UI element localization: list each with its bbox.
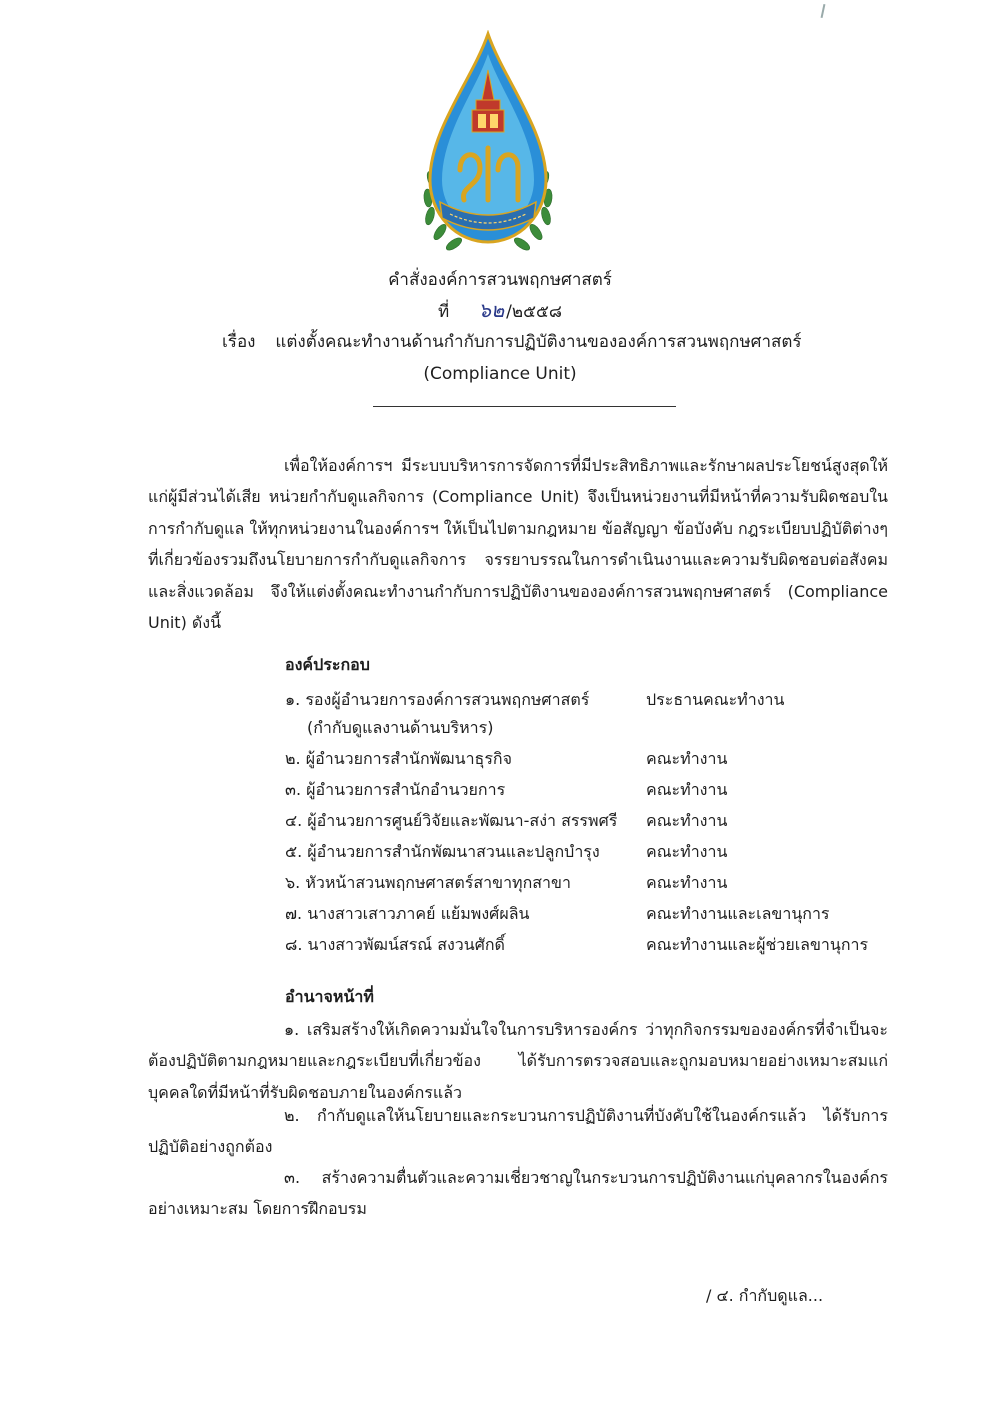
duty-item: ๑. เสริมสร้างให้เกิดความมั่นใจในการบริหารองค์กร ว่าทุกกิจกรรมขององค์กรที่จำเป็นจะต้องปฏิบัติตามกฎหมายและกฎระเบียบที่เกี่ยวข้อง ได้รับการตรวจสอบและถูกมอบหมายอย่างเหมาะสมแก่บุคคลใดที่มีหน้าที่รับผิดชอบภายในองค์กรแล้ว (148, 1020, 888, 1102)
members-list (285, 684, 905, 960)
organization-emblem-icon (418, 30, 558, 265)
duty-item: ๒. กำกับดูแลให้นโยบายและกระบวนการปฏิบัติงานที่บังคับใช้ในองค์กรแล้ว ได้รับการปฏิบัติอย่างถูกต้อง (148, 1106, 888, 1157)
member-name: ๒. ผู้อำนวยการสำนักพัฒนาธุรกิจ (285, 749, 512, 768)
member-role: คณะทำงาน (646, 749, 728, 768)
member-role: คณะทำงาน (646, 873, 728, 892)
member-row (285, 929, 905, 960)
composition-heading: องค์ประกอบ (285, 655, 370, 674)
subject-label: เรื่อง (222, 332, 256, 352)
member-name: ๗. นางสาวเสาวภาคย์ แย้มพงศ์ผลิน (285, 904, 530, 923)
member-name: ๔. ผู้อำนวยการศูนย์วิจัยและพัฒนา-สง่า สรรพศรี (285, 811, 618, 830)
member-row (285, 774, 905, 805)
member-row (285, 715, 905, 743)
subject-line-2: (Compliance Unit) (423, 364, 577, 384)
divider (373, 406, 676, 407)
member-row (285, 836, 905, 867)
member-role: คณะทำงาน (646, 842, 728, 861)
member-role: ประธานคณะทำงาน (646, 690, 785, 709)
order-number-handwritten: ๖๒ (478, 298, 505, 322)
member-role: คณะทำงานและผู้ช่วยเลขานุการ (646, 935, 869, 954)
continuation-note: / ๔. กำกับดูแล... (706, 1286, 824, 1305)
member-name: (กำกับดูแลงานด้านบริหาร) (307, 718, 494, 737)
member-name: ๑. รองผู้อำนวยการองค์การสวนพฤกษศาสตร์ (285, 690, 590, 709)
member-name: ๓. ผู้อำนวยการสำนักอำนวยการ (285, 780, 506, 799)
scan-mark (821, 4, 826, 18)
member-row (285, 898, 905, 929)
order-number-prefix: ที่ (438, 302, 450, 322)
order-number (0, 298, 1000, 324)
member-name: ๘. นางสาวพัฒน์สรณ์ สงวนศักดิ์ (285, 935, 505, 954)
order-title: คำสั่งองค์การสวนพฤกษศาสตร์ (388, 270, 612, 290)
subject-line (222, 330, 802, 354)
member-role: คณะทำงานและเลขานุการ (646, 904, 830, 923)
subject-text: แต่งตั้งคณะทำงานด้านกำกับการปฏิบัติงานขององค์การสวนพฤกษศาสตร์ (275, 332, 802, 352)
order-number-suffix: /๒๕๕๘ (506, 302, 562, 322)
member-name: ๕. ผู้อำนวยการสำนักพัฒนาสวนและปลูกบำรุง (285, 842, 600, 861)
member-role: คณะทำงาน (646, 811, 728, 830)
member-row (285, 743, 905, 774)
member-row (285, 805, 905, 836)
intro-paragraph: เพื่อให้องค์การฯ มีระบบบริหารการจัดการที่มีประสิทธิภาพและรักษาผลประโยชน์สูงสุดให้แก่ผู้มีส่วนได้เสีย หน่วยกำกับดูแลกิจการ (Compliance Unit) จึงเป็นหน่วยงานที่มีหน้าที่ความรับผิดชอบในการกำกับดูแล ให้ทุกหน่วยงานในองค์การฯ ให้เป็นไปตามกฎหมาย ข้อสัญญา ข้อบังคับ กฎระเบียบปฏิบัติต่างๆ ที่เกี่ยวข้องรวมถึงนโยบายการกำกับดูแลกิจการ จรรยาบรรณในการดำเนินงานและความรับผิดชอบต่อสังคมและสิ่งแวดล้อม จึงให้แต่งตั้งคณะทำงานกำกับการปฏิบัติงานขององค์การสวนพฤกษศาสตร์ (Compliance Unit) ดังนี้ (148, 456, 888, 633)
member-role: คณะทำงาน (646, 780, 728, 799)
duty-item: ๓. สร้างความตื่นตัวและความเชี่ยวชาญในกระบวนการปฏิบัติงานแก่บุคลากรในองค์กรอย่างเหมาะสม โดยการฝึกอบรม (148, 1168, 888, 1219)
member-name: ๖. หัวหน้าสวนพฤกษศาสตร์สาขาทุกสาขา (285, 873, 571, 892)
member-row (285, 867, 905, 898)
duties-heading: อำนาจหน้าที่ (285, 987, 374, 1006)
member-row (285, 684, 905, 715)
